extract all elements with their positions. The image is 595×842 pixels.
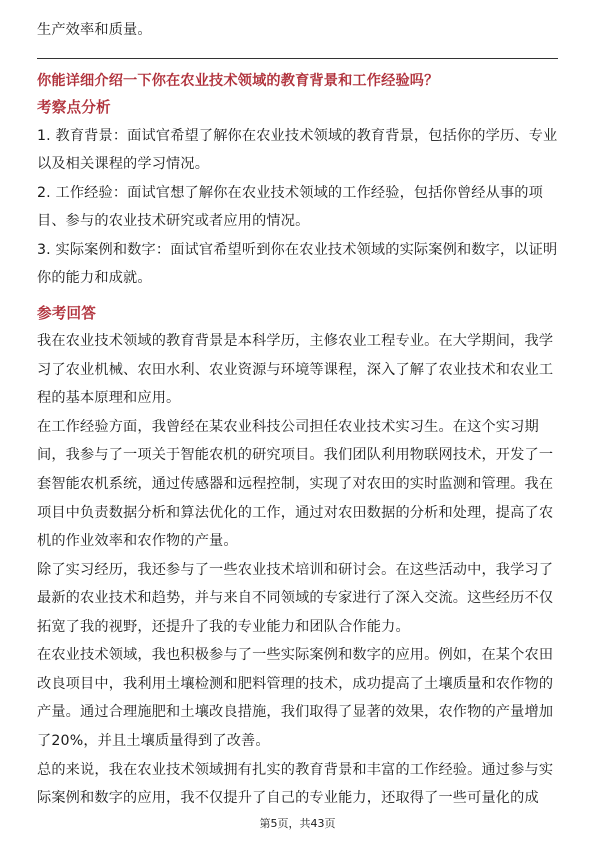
answer-line: 改良项目中，我利用土壤检测和肥料管理的技术，成功提高了土壤质量和农作物的 (37, 676, 554, 692)
answer-line: 套智能农机系统，通过传感器和远程控制，实现了对农田的实时监测和管理。我在 (37, 476, 554, 492)
answer-line: 机的作业效率和农作物的产量。 (37, 533, 238, 549)
page-number: 第5页，共43页 (259, 817, 336, 830)
answer-line: 我在农业技术领域的教育背景是本科学历，主修农业工程专业。在大学期间，我学 (37, 333, 554, 349)
analysis-title: 考察点分析 (37, 99, 111, 116)
answer-line: 间，我参与了一项关于智能农机的研究项目。我们团队利用物联网技术，开发了一 (37, 447, 554, 463)
divider (37, 58, 558, 59)
answer-line: 了20%，并且土壤质量得到了改善。 (37, 733, 270, 749)
answer-line: 除了实习经历，我还参与了一些农业技术培训和研讨会。在这些活动中，我学习了 (37, 562, 554, 578)
analysis-line: 2. 工作经验：面试官想了解你在农业技术领域的工作经验，包括你曾经从事的项 (37, 185, 543, 201)
answer-line: 际案例和数字的应用，我不仅提升了自己的专业能力，还取得了一些可量化的成 (37, 790, 539, 806)
answer-line: 项目中负责数据分析和算法优化的工作，通过对农田数据的分析和处理，提高了农 (37, 505, 554, 521)
analysis-line: 你的能力和成就。 (37, 270, 152, 286)
answer-title: 参考回答 (37, 305, 96, 322)
answer-line: 最新的农业技术和趋势，并与来自不同领域的专家进行了深入交流。这些经历不仅 (37, 590, 554, 606)
analysis-line: 目、参与的农业技术研究或者应用的情况。 (37, 213, 310, 229)
analysis-line: 1. 教育背景：面试官希望了解你在农业技术领域的教育背景，包括你的学历、专业 (37, 128, 558, 144)
answer-line: 程的基本原理和应用。 (37, 390, 181, 406)
paragraph-line: 生产效率和质量。 (37, 22, 152, 38)
answer-line: 在工作经验方面，我曾经在某农业科技公司担任农业技术实习生。在这个实习期 (37, 419, 539, 435)
answer-line: 在农业技术领域，我也积极参与了一些实际案例和数字的应用。例如，在某个农田 (37, 647, 554, 663)
question-heading: 你能详细介绍一下你在农业技术领域的教育背景和工作经验吗？ (37, 73, 439, 89)
answer-line: 习了农业机械、农田水利、农业资源与环境等课程，深入了解了农业技术和农业工 (37, 362, 554, 378)
answer-line: 总的来说，我在农业技术领域拥有扎实的教育背景和丰富的工作经验。通过参与实 (37, 762, 554, 778)
analysis-line: 以及相关课程的学习情况。 (37, 156, 210, 172)
analysis-line: 3. 实际案例和数字：面试官希望听到你在农业技术领域的实际案例和数字，以证明 (37, 242, 558, 258)
answer-line: 拓宽了我的视野，还提升了我的专业能力和团队合作能力。 (37, 619, 410, 635)
answer-line: 产量。通过合理施肥和土壤改良措施，我们取得了显著的效果，农作物的产量增加 (37, 704, 554, 720)
